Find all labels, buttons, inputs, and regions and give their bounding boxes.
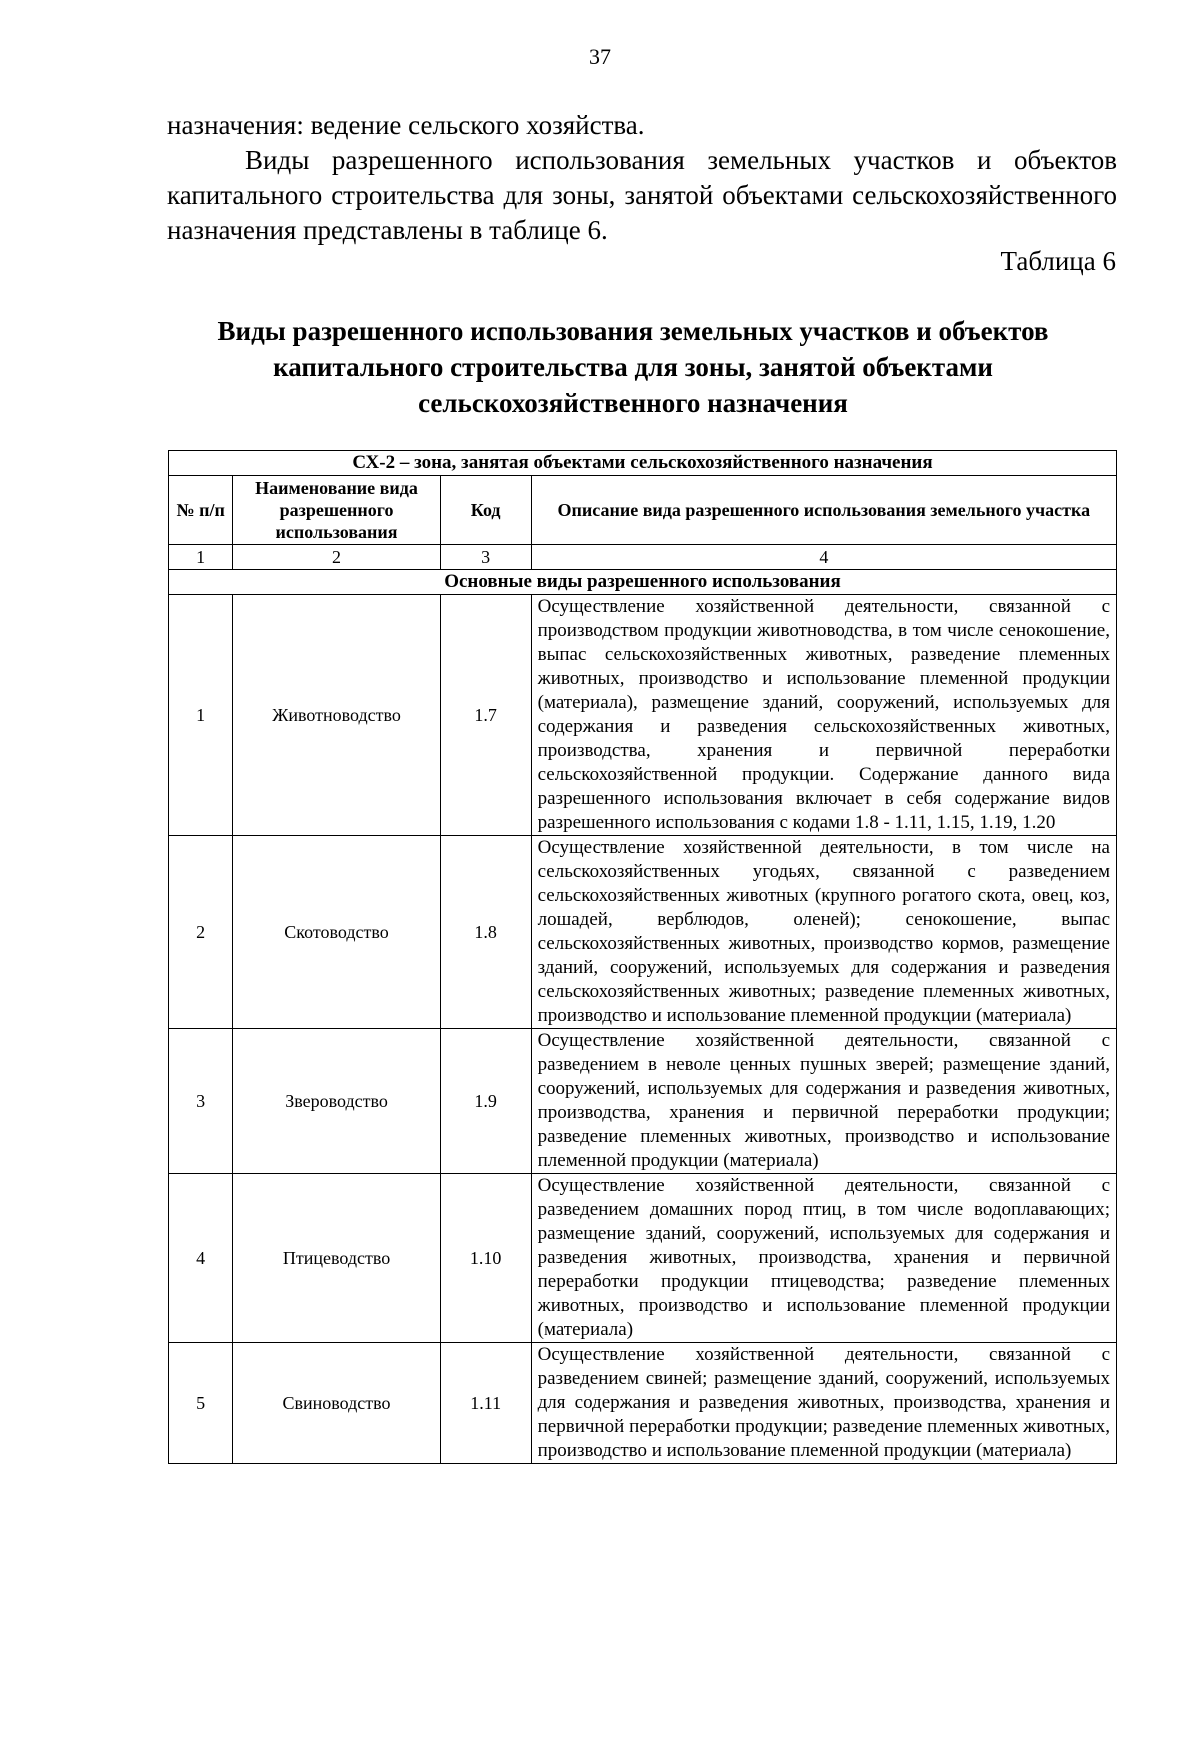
row-code: 1.10 (440, 1174, 531, 1343)
table-row (169, 1343, 1117, 1464)
row-code: 1.11 (440, 1343, 531, 1464)
row-code: 1.7 (440, 595, 531, 836)
col-number: 1 (169, 545, 233, 570)
zone-title: СХ-2 – зона, занятая объектами сельскохозяйственного назначения (169, 451, 1117, 476)
row-desc: Осуществление хозяйственной деятельности, в том числе на сельскохозяйственных угодьях, связанной с разведением сельскохозяйственных животных (крупного рогатого скота, овец, коз, лошадей, верблюдов, оленей); сенокошение, выпас сельскохозяйственных животных, производство кормов, размещение зданий, сооружений, используемых для содержания и разведения сельскохозяйственных животных; разведение племенных животных, производство и использование племенной продукции (материала) (531, 836, 1116, 1029)
header-name: Наименование вида разрешенного использования (233, 476, 440, 545)
row-name: Животноводство (233, 595, 440, 836)
page-number: 37 (589, 44, 611, 69)
table-row (169, 1174, 1117, 1343)
row-code: 1.8 (440, 836, 531, 1029)
header-desc: Описание вида разрешенного использования земельного участка (531, 476, 1116, 545)
row-name: Звероводство (233, 1029, 440, 1174)
table-row (169, 836, 1117, 1029)
col-number: 3 (440, 545, 531, 570)
row-num: 2 (169, 836, 233, 1029)
row-num: 1 (169, 595, 233, 836)
column-numbers-row (169, 545, 1117, 570)
row-num: 5 (169, 1343, 233, 1464)
header-num: № п/п (169, 476, 233, 545)
row-desc: Осуществление хозяйственной деятельности, связанной с разведением свиней; размещение зданий, сооружений, используемых для содержания и разведения животных, производства, хранения и первичной переработки продукции; разведение племенных животных, производство и использование племенной продукции (материала) (531, 1343, 1116, 1464)
intro-line: назначения: ведение сельского хозяйства. (167, 110, 645, 140)
row-desc: Осуществление хозяйственной деятельности, связанной с разведением в неволе ценных пушных зверей; размещение зданий, сооружений, используемых для содержания и разведения животных, производства, хранения и первичной переработки продукции; разведение племенных животных, производство и использование племенной продукции (материала) (531, 1029, 1116, 1174)
intro-paragraph: Виды разрешенного использования земельных участков и объектов капитального строительства для зоны, занятой объектами сельскохозяйственного назначения представлены в таблице 6. (167, 145, 1117, 245)
row-name: Птицеводство (233, 1174, 440, 1343)
section-title: Основные виды разрешенного использования (169, 570, 1117, 595)
row-code: 1.9 (440, 1029, 531, 1174)
table-row (169, 595, 1117, 836)
row-name: Свиноводство (233, 1343, 440, 1464)
row-desc: Осуществление хозяйственной деятельности, связанной с разведением домашних пород птиц, в том числе водоплавающих; размещение зданий, сооружений, используемых для содержания и разведения животных, производства, хранения и первичной переработки продукции птицеводства; разведение племенных животных, производство и использование племенной продукции (материала) (531, 1174, 1116, 1343)
row-num: 4 (169, 1174, 233, 1343)
row-desc: Осуществление хозяйственной деятельности, связанной с производством продукции животноводства, в том числе сенокошение, выпас сельскохозяйственных животных, разведение племенных животных, производство и использование племенной продукции (материала), размещение зданий, сооружений, используемых для содержания и разведения сельскохозяйственных животных, производства, хранения и первичной переработки сельскохозяйственной продукции. Содержание данного вида разрешенного использования включает в себя содержание видов разрешенного использования с кодами 1.8 - 1.11, 1.15, 1.19, 1.20 (531, 595, 1116, 836)
table-caption: Таблица 6 (1000, 246, 1116, 276)
row-name: Скотоводство (233, 836, 440, 1029)
zone-title-row (169, 451, 1117, 476)
row-num: 3 (169, 1029, 233, 1174)
header-code: Код (440, 476, 531, 545)
intro-text (167, 108, 1117, 248)
section-row (169, 570, 1117, 595)
header-row (169, 476, 1117, 545)
land-use-table (168, 450, 1117, 1464)
col-number: 4 (531, 545, 1116, 570)
col-number: 2 (233, 545, 440, 570)
table-title: Виды разрешенного использования земельных участков и объектов капитального строительства для зоны, занятой объектами сельскохозяйственного назначения (217, 316, 1049, 418)
table-row (169, 1029, 1117, 1174)
